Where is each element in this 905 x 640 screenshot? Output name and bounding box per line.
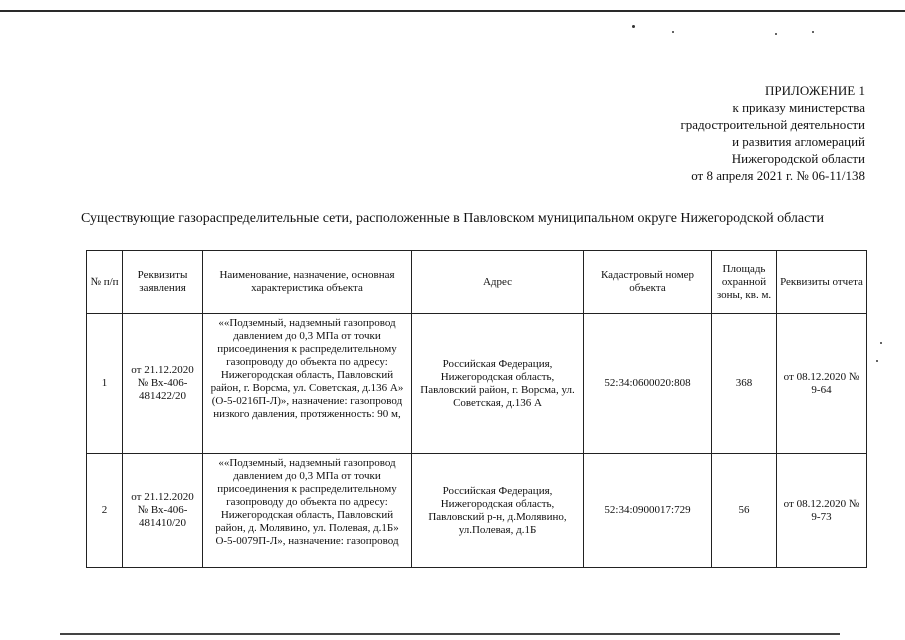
cell-area: 368 xyxy=(712,314,777,454)
scan-speck xyxy=(672,31,674,33)
appendix-title: ПРИЛОЖЕНИЕ 1 xyxy=(765,83,865,98)
cell-number: 2 xyxy=(87,454,123,568)
header-address: Адрес xyxy=(412,251,584,314)
scan-speck xyxy=(812,31,814,33)
cell-application: от 21.12.2020 № Вх-406-481422/20 xyxy=(123,314,203,454)
appendix-line: и развития агломераций xyxy=(732,134,865,149)
cell-description xyxy=(203,454,412,568)
cell-report: от 08.12.2020 № 9-73 xyxy=(777,454,867,568)
description-text: ««Подземный, надземный газопровод давлением до 0,3 МПа от точки присоединения к распределительному газопроводу до объекта по адресу: Нижегородская область, Павловский район, г. Ворсма, ул. Советская, д.136 А» (О-5-0216П-Л)», назначение: газопровод низкого давления, протяженность: 90 м, xyxy=(210,316,404,420)
table-row xyxy=(87,314,867,454)
cell-application: от 21.12.2020 № Вх-406-481410/20 xyxy=(123,454,203,568)
header-cadastral: Кадастровый номер объекта xyxy=(584,251,712,314)
document-heading: Существующие газораспределительные сети, расположенные в Павловском муниципальном округе Нижегородской области xyxy=(81,211,824,226)
bottom-scan-rule xyxy=(60,633,840,635)
appendix-line: градостроительной деятельности xyxy=(680,117,865,132)
description-text: ««Подземный, надземный газопровод давлением до 0,3 МПа от точки присоединения к распределительному газопроводу до объекта по адресу: Нижегородская область, Павловский район, д. Молявино, ул. Полевая, д.1Б» О-5-0079П-Л», назначение: газопровод xyxy=(215,456,399,547)
scan-speck xyxy=(880,342,882,344)
appendix-block xyxy=(545,82,865,184)
gas-network-table xyxy=(86,250,867,568)
appendix-date: от 8 апреля 2021 г. № 06-11/138 xyxy=(691,168,865,183)
header-report: Реквизиты отчета xyxy=(777,251,867,314)
cell-cadastral: 52:34:0900017:729 xyxy=(584,454,712,568)
cell-report: от 08.12.2020 № 9-64 xyxy=(777,314,867,454)
header-number: № п/п xyxy=(87,251,123,314)
scan-speck xyxy=(632,25,635,28)
scan-speck xyxy=(876,360,878,362)
cell-cadastral: 52:34:0600020:808 xyxy=(584,314,712,454)
header-description: Наименование, назначение, основная характеристика объекта xyxy=(203,251,412,314)
cell-area: 56 xyxy=(712,454,777,568)
scan-speck xyxy=(775,33,777,35)
header-application: Реквизиты заявления xyxy=(123,251,203,314)
appendix-line: к приказу министерства xyxy=(732,100,865,115)
cell-number: 1 xyxy=(87,314,123,454)
cell-description xyxy=(203,314,412,454)
header-area: Площадь охранной зоны, кв. м. xyxy=(712,251,777,314)
cell-address: Российская Федерация, Нижегородская область, Павловский район, г. Ворсма, ул. Советская, д.136 А xyxy=(412,314,584,454)
cell-address: Российская Федерация, Нижегородская область, Павловский р-н, д.Молявино, ул.Полевая, д.1Б xyxy=(412,454,584,568)
appendix-line: Нижегородской области xyxy=(731,151,865,166)
table-header-row xyxy=(87,251,867,314)
table-row xyxy=(87,454,867,568)
top-scan-rule xyxy=(0,10,905,12)
